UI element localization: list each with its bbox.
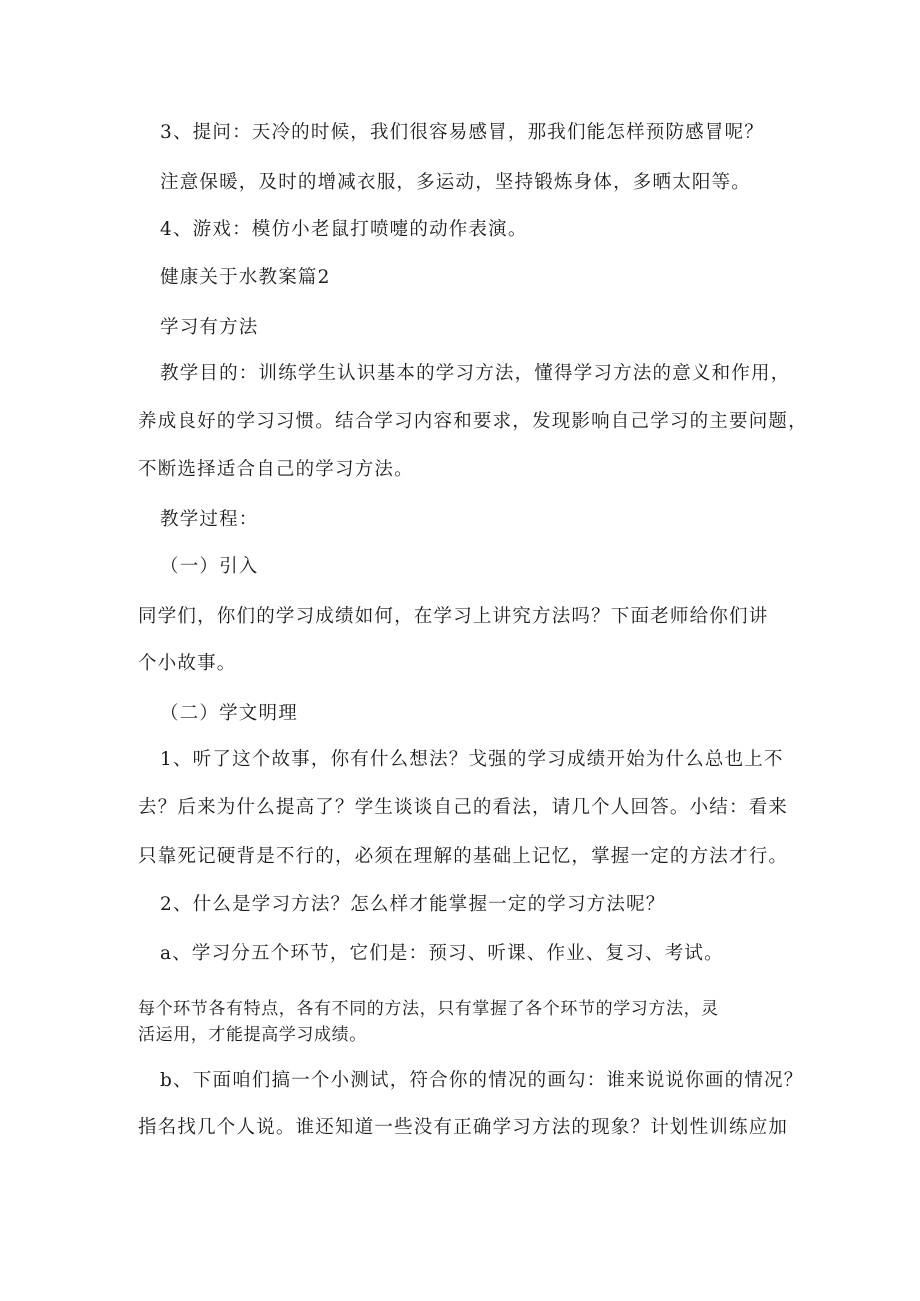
paragraph-line: 活运用，才能提高学习成绩。 xyxy=(138,1025,367,1045)
subsection-heading: （一）引入 xyxy=(160,556,259,577)
paragraph-line: 每个环节各有特点，各有不同的方法，只有掌握了各个环节的学习方法，灵 xyxy=(138,999,719,1019)
subsection-heading: （二）学文明理 xyxy=(160,703,298,724)
paragraph-line: 1、听了这个故事，你有什么想法？戈强的学习成绩开始为什么总也上不 xyxy=(160,749,784,770)
paragraph-line: 3、提问：天冷的时候，我们很容易感冒，那我们能怎样预防感冒呢？ xyxy=(160,122,764,143)
lesson-title: 学习有方法 xyxy=(160,317,259,338)
paragraph-line: 注意保暖，及时的增减衣服，多运动，坚持锻炼身体，多晒太阳等。 xyxy=(160,172,752,193)
section-heading: 健康关于水教案篇2 xyxy=(160,267,331,288)
paragraph-line: a、学习分五个环节，它们是：预习、听课、作业、复习、考试。 xyxy=(160,943,724,964)
paragraph-line: 不断选择适合自己的学习方法。 xyxy=(138,459,414,480)
paragraph-line: 指名找几个人说。谁还知道一些没有正确学习方法的现象？计划性训练应加 xyxy=(138,1117,789,1138)
paragraph-line: 教学目的：训练学生认识基本的学习方法，懂得学习方法的意义和作用， xyxy=(160,363,791,384)
paragraph-line: 同学们，你们的学习成绩如何，在学习上讲究方法吗？下面老师给你们讲 xyxy=(138,606,769,627)
paragraph-line: b、下面咱们搞一个小测试，符合你的情况的画勾：谁来说说你画的情况？ xyxy=(160,1070,804,1091)
paragraph-line: 只靠死记硬背是不行的，必须在理解的基础上记忆，掌握一定的方法才行。 xyxy=(138,846,789,867)
paragraph-line: 4、游戏：模仿小老鼠打喷嚏的动作表演。 xyxy=(160,219,528,240)
paragraph-line: 教学过程： xyxy=(160,509,259,530)
paragraph-line: 2、什么是学习方法？怎么样才能掌握一定的学习方法呢？ xyxy=(160,894,666,915)
paragraph-line: 个小故事。 xyxy=(138,653,237,674)
paragraph-line: 去？后来为什么提高了？学生谈谈自己的看法，请几个人回答。小结：看来 xyxy=(138,797,789,818)
paragraph-line: 养成良好的学习习惯。结合学习内容和要求，发现影响自己学习的主要问题， xyxy=(138,411,808,432)
